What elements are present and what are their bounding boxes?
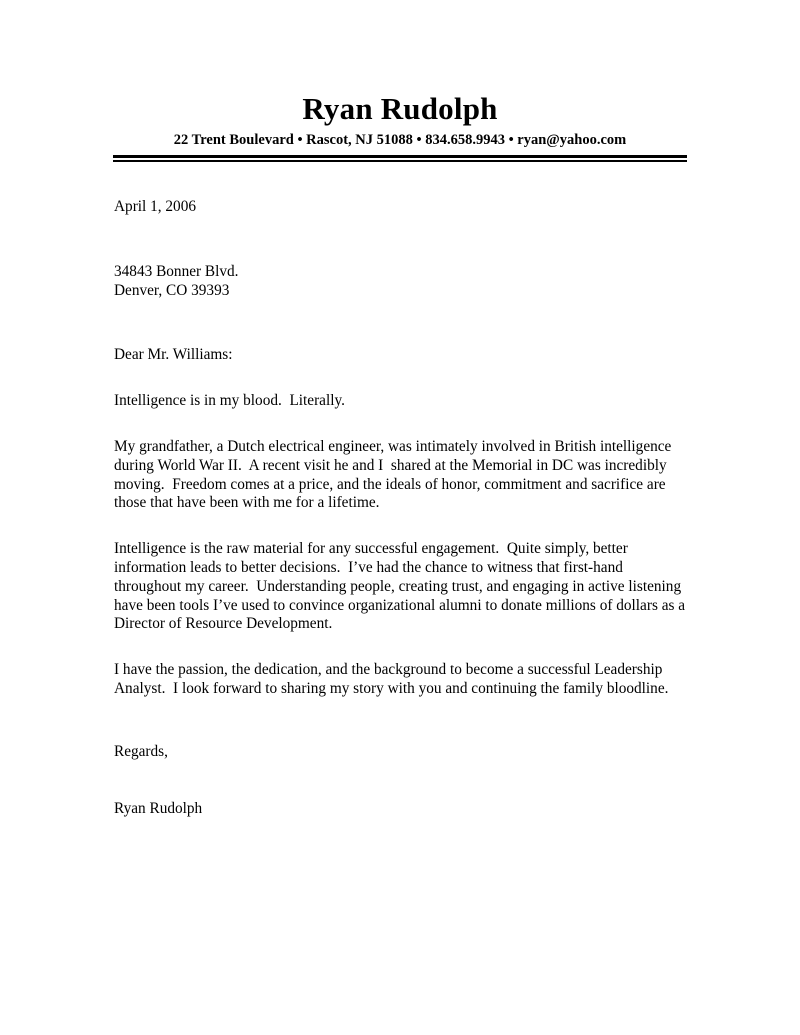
letter-body xyxy=(114,198,688,818)
recipient-address-line-2: Denver, CO 39393 xyxy=(114,281,230,299)
letter-paragraph-3: Intelligence is the raw material for any successful engagement. Quite simply, better information leads to better decisions. I’ve had the chance to witness that first-hand throughout my career. Understanding people, creating trust, and engaging in active listening have been tools I’ve used to convince organizational alumni to donate millions of dollars as a Director of Resource Development. xyxy=(114,540,689,633)
letter-closing: Regards, xyxy=(114,742,168,760)
letterhead-contact-line: 22 Trent Boulevard • Rascot, NJ 51088 • 834.658.9943 • ryan@yahoo.com xyxy=(173,132,627,149)
letter-paragraph-2: My grandfather, a Dutch electrical engineer, was intimately involved in British intelligence during World War II. A recent visit he and I shared at the Memorial in DC was incredibly moving. Freedom comes at a price, and the ideals of honor, commitment and sacrifice are those that have been with me for a lifetime. xyxy=(114,437,676,512)
letter-signature-name: Ryan Rudolph xyxy=(114,799,203,817)
letterhead xyxy=(113,92,687,162)
letter-date: April 1, 2006 xyxy=(114,198,197,215)
recipient-address xyxy=(114,263,688,301)
divider-rule-thin xyxy=(113,160,687,162)
letter-paragraph-1: Intelligence is in my blood. Literally. xyxy=(114,392,345,410)
letterhead-name: Ryan Rudolph xyxy=(302,91,498,126)
letterhead-divider xyxy=(113,155,687,162)
recipient-address-line-1: 34843 Bonner Blvd. xyxy=(114,262,239,280)
letter-paragraph-4: I have the passion, the dedication, and the background to become a successful Leadership Analyst. I look forward to sharing my story with you and continuing the family bloodline. xyxy=(114,661,669,697)
letter-salutation: Dear Mr. Williams: xyxy=(114,346,233,364)
